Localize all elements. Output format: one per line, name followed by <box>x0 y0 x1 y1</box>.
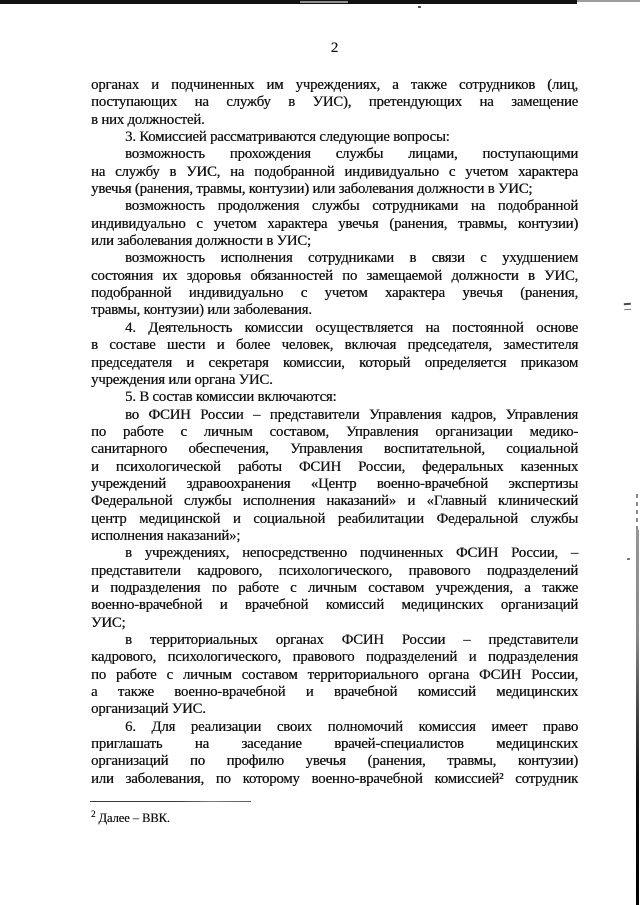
text-line: и подразделения по работе с личным составом учреждения, а также <box>91 579 578 596</box>
text-line: Федеральной службы исполнения наказаний» и «Главный клинический <box>91 493 578 510</box>
text-line: по работе с личным составом, Управления организации медико- <box>91 423 578 440</box>
text-line: 3. Комиссией рассматриваются следующие вопросы: <box>125 129 450 146</box>
text-line: санитарного обеспечения, Управления воспитательной, социальной <box>91 441 578 458</box>
text-line: приглашать на заседание врачей-специалистов медицинских <box>91 736 578 753</box>
scan-artifact-right-edge-dashes <box>636 494 638 530</box>
scan-artifact-top-bar <box>0 0 577 4</box>
text-line: возможность прохождения службы лицами, поступающими <box>125 146 578 163</box>
text-line: исполнения наказаний»; <box>91 527 241 544</box>
text-line: 5. В состав комиссии включаются: <box>125 389 337 406</box>
text-line: подобранной индивидуально с учетом характера увечья (ранения, <box>91 285 578 302</box>
text-line: в них должностей. <box>91 111 205 128</box>
scan-artifact-speck <box>627 558 630 560</box>
text-line: увечья (ранения, травмы, контузии) или заболевания должности в УИС; <box>91 181 533 198</box>
text-line: кадрового, психологического, правового подразделений и подразделения <box>91 649 578 666</box>
text-line: травмы, контузии) или заболевания. <box>91 302 312 319</box>
text-line: организаций УИС. <box>91 701 206 718</box>
text-line: в территориальных органах ФСИН России – представители <box>125 632 578 648</box>
footnote <box>91 809 170 826</box>
text-line: учреждений здравоохранения «Центр военно-врачебной экспертизы <box>91 475 578 492</box>
scan-artifact-top-bar-tail <box>577 0 640 2</box>
scan-artifact-speck <box>624 303 631 310</box>
text-line: центр медицинской и социальной реабилитации Федеральной службы <box>91 510 578 527</box>
text-line: а также военно-врачебной и врачебной комиссий медицинских <box>91 684 578 701</box>
text-line: учреждения или органа УИС. <box>91 371 273 388</box>
text-line: 4. Деятельность комиссии осуществляется на постоянной основе <box>125 319 578 336</box>
text-line: и психологической работы ФСИН России, федеральных казенных <box>91 458 578 475</box>
text-line: поступающих на службу в УИС), претендующих на замещение <box>91 94 578 111</box>
text-line: представители кадрового, психологического, правового подразделений <box>91 562 578 579</box>
document-body <box>91 77 578 788</box>
page-number: 2 <box>330 40 339 56</box>
text-line: во ФСИН России – представители Управления кадров, Управления <box>125 406 578 423</box>
text-line: 6. Для реализации своих полномочий комиссия имеет право <box>125 718 578 735</box>
text-line: возможность продолжения службы сотрудниками на подобранной <box>125 198 578 215</box>
text-line: возможность исполнения сотрудниками в связи с ухудшением <box>125 250 578 267</box>
footnote-marker: 2 <box>91 809 96 819</box>
text-line: органах и подчиненных им учреждениях, а также сотрудников (лиц, <box>91 77 578 93</box>
text-line: по работе с личным составом территориального органа ФСИН России, <box>91 666 578 683</box>
text-line: в учреждениях, непосредственно подчиненных ФСИН России, – <box>125 545 578 562</box>
scan-artifact-right-edge-line <box>636 530 639 905</box>
text-line: председателя и секретаря комиссии, который определяется приказом <box>91 354 578 371</box>
text-line: УИС; <box>91 614 126 631</box>
text-line: индивидуально с учетом характера увечья (ранения, травмы, контузии) <box>91 215 578 232</box>
text-line: в составе шести и более человек, включая председателя, заместителя <box>91 337 578 354</box>
scan-artifact-dot <box>418 6 421 8</box>
footnote-text: Далее – ВВК. <box>98 811 170 826</box>
text-line: на службу в УИС, на подобранной индивидуально с учетом характера <box>91 163 578 180</box>
text-line: или заболевания должности в УИС; <box>91 233 311 250</box>
text-line: организаций по профилю увечья (ранения, травмы, контузии) <box>91 753 578 770</box>
footnote-divider <box>90 801 251 802</box>
text-line: военно-врачебной и врачебной комиссий медицинских организаций <box>91 597 578 614</box>
text-line: или заболевания, по которому военно-врачебной комиссией² сотрудник <box>91 770 578 787</box>
text-line: состояния их здоровья обязанностей по замещаемой должности в УИС, <box>91 267 578 284</box>
scan-artifact-top-bar-light-segment <box>300 1 348 3</box>
